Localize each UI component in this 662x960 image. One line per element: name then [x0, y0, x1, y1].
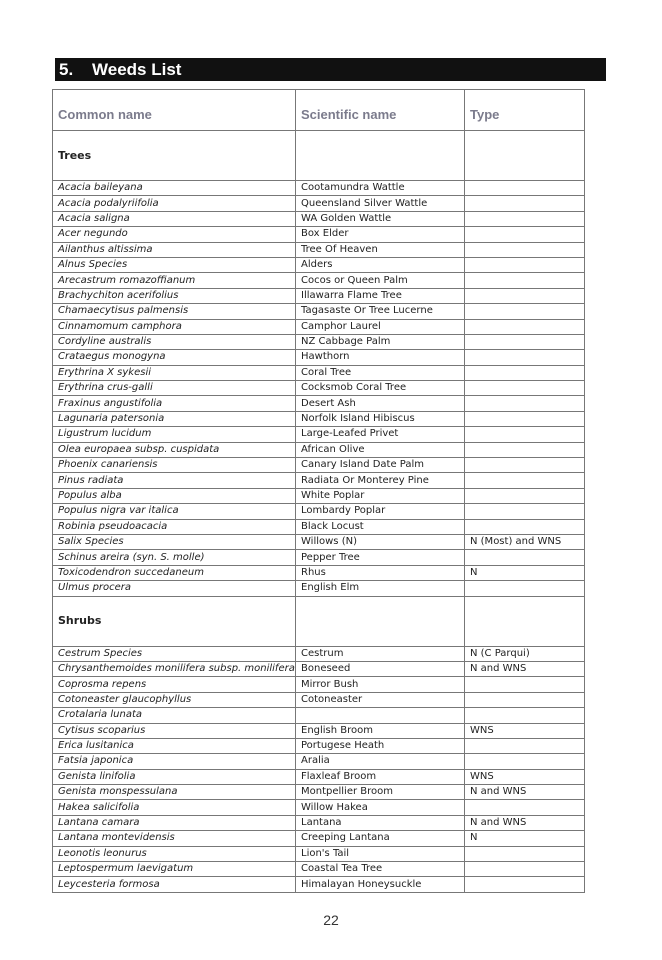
- table-body: [53, 131, 585, 893]
- empty-cell: [296, 131, 465, 181]
- section-number: 5.: [59, 60, 74, 79]
- cell-type: [465, 257, 585, 272]
- cell-type: [465, 288, 585, 303]
- table-row: [53, 785, 585, 800]
- cell-second-name: Coral Tree: [296, 365, 465, 380]
- cell-second-name: Montpellier Broom: [296, 785, 465, 800]
- cell-type: [465, 381, 585, 396]
- cell-type: N and WNS: [465, 785, 585, 800]
- cell-first-name: Crataegus monogyna: [53, 350, 296, 365]
- cell-second-name: Black Locust: [296, 519, 465, 534]
- cell-second-name: Cootamundra Wattle: [296, 181, 465, 196]
- cell-first-name: Salix Species: [53, 534, 296, 549]
- cell-second-name: Tree Of Heaven: [296, 242, 465, 257]
- cell-second-name: Camphor Laurel: [296, 319, 465, 334]
- table-row: [53, 365, 585, 380]
- table-row: [53, 754, 585, 769]
- cell-first-name: Cestrum Species: [53, 646, 296, 661]
- cell-first-name: Cotoneaster glaucophyllus: [53, 692, 296, 707]
- table-row: [53, 815, 585, 830]
- group-heading: Trees: [53, 131, 296, 181]
- cell-type: [465, 304, 585, 319]
- cell-first-name: Schinus areira (syn. S. molle): [53, 550, 296, 565]
- cell-second-name: Canary Island Date Palm: [296, 458, 465, 473]
- cell-first-name: Cordyline australis: [53, 334, 296, 349]
- cell-type: [465, 211, 585, 226]
- cell-first-name: Ailanthus altissima: [53, 242, 296, 257]
- cell-first-name: Phoenix canariensis: [53, 458, 296, 473]
- table-row: [53, 273, 585, 288]
- table-row: [53, 846, 585, 861]
- table-row: [53, 800, 585, 815]
- cell-first-name: Acer negundo: [53, 227, 296, 242]
- table-row: [53, 677, 585, 692]
- cell-type: [465, 846, 585, 861]
- cell-type: [465, 242, 585, 257]
- table-row: [53, 769, 585, 784]
- table-row: [53, 581, 585, 596]
- cell-second-name: Willow Hakea: [296, 800, 465, 815]
- cell-second-name: Himalayan Honeysuckle: [296, 877, 465, 892]
- cell-type: [465, 427, 585, 442]
- cell-first-name: Fraxinus angustifolia: [53, 396, 296, 411]
- table-row: [53, 181, 585, 196]
- cell-type: [465, 181, 585, 196]
- table-row: [53, 381, 585, 396]
- cell-second-name: Queensland Silver Wattle: [296, 196, 465, 211]
- group-heading-row: [53, 596, 585, 646]
- table-row: [53, 288, 585, 303]
- cell-first-name: Chamaecytisus palmensis: [53, 304, 296, 319]
- table-row: [53, 534, 585, 549]
- cell-type: N: [465, 565, 585, 580]
- cell-first-name: Populus alba: [53, 488, 296, 503]
- empty-cell: [465, 131, 585, 181]
- column-header-type: Type: [465, 90, 585, 131]
- table-row: [53, 396, 585, 411]
- table-row: [53, 646, 585, 661]
- column-header-scientific-name: Scientific name: [296, 90, 465, 131]
- cell-second-name: African Olive: [296, 442, 465, 457]
- cell-second-name: Coastal Tea Tree: [296, 862, 465, 877]
- cell-type: N: [465, 831, 585, 846]
- cell-second-name: Creeping Lantana: [296, 831, 465, 846]
- cell-type: [465, 350, 585, 365]
- empty-cell: [296, 596, 465, 646]
- group-heading-row: [53, 131, 585, 181]
- table-row: [53, 473, 585, 488]
- cell-type: [465, 677, 585, 692]
- cell-first-name: Hakea salicifolia: [53, 800, 296, 815]
- cell-type: [465, 473, 585, 488]
- table-row: [53, 304, 585, 319]
- cell-second-name: WA Golden Wattle: [296, 211, 465, 226]
- empty-cell: [465, 596, 585, 646]
- cell-second-name: NZ Cabbage Palm: [296, 334, 465, 349]
- table-row: [53, 877, 585, 892]
- cell-type: WNS: [465, 723, 585, 738]
- cell-second-name: Willows (N): [296, 534, 465, 549]
- cell-second-name: Radiata Or Monterey Pine: [296, 473, 465, 488]
- cell-second-name: Cestrum: [296, 646, 465, 661]
- cell-second-name: Hawthorn: [296, 350, 465, 365]
- cell-first-name: Erythrina X sykesii: [53, 365, 296, 380]
- cell-type: [465, 800, 585, 815]
- table-row: [53, 708, 585, 723]
- cell-second-name: Cocksmob Coral Tree: [296, 381, 465, 396]
- section-title: Weeds List: [92, 60, 182, 79]
- cell-type: [465, 550, 585, 565]
- table-row: [53, 565, 585, 580]
- table-row: [53, 319, 585, 334]
- section-heading: [55, 58, 606, 81]
- table-row: [53, 334, 585, 349]
- cell-second-name: Portugese Heath: [296, 738, 465, 753]
- cell-type: [465, 227, 585, 242]
- table-row: [53, 862, 585, 877]
- cell-first-name: Acacia podalyriifolia: [53, 196, 296, 211]
- table-row: [53, 458, 585, 473]
- cell-first-name: Erythrina crus-galli: [53, 381, 296, 396]
- table-row: [53, 738, 585, 753]
- cell-first-name: Arecastrum romazoffianum: [53, 273, 296, 288]
- table-row: [53, 519, 585, 534]
- group-heading: Shrubs: [53, 596, 296, 646]
- cell-second-name: Lion's Tail: [296, 846, 465, 861]
- cell-type: N and WNS: [465, 815, 585, 830]
- cell-first-name: Alnus Species: [53, 257, 296, 272]
- table-row: [53, 196, 585, 211]
- cell-second-name: Boneseed: [296, 661, 465, 676]
- cell-first-name: Chrysanthemoides monilifera subsp. monilifera: [53, 661, 296, 676]
- cell-second-name: Lantana: [296, 815, 465, 830]
- cell-type: [465, 319, 585, 334]
- cell-first-name: Coprosma repens: [53, 677, 296, 692]
- table-row: [53, 488, 585, 503]
- cell-second-name: Norfolk Island Hibiscus: [296, 411, 465, 426]
- table-row: [53, 723, 585, 738]
- cell-first-name: Genista linifolia: [53, 769, 296, 784]
- cell-first-name: Lantana camara: [53, 815, 296, 830]
- table-row: [53, 692, 585, 707]
- cell-second-name: Cocos or Queen Palm: [296, 273, 465, 288]
- cell-second-name: Alders: [296, 257, 465, 272]
- cell-type: N (Most) and WNS: [465, 534, 585, 549]
- cell-second-name: [296, 708, 465, 723]
- cell-type: [465, 692, 585, 707]
- cell-first-name: Leonotis leonurus: [53, 846, 296, 861]
- cell-type: [465, 738, 585, 753]
- cell-first-name: Cinnamomum camphora: [53, 319, 296, 334]
- cell-first-name: Genista monspessulana: [53, 785, 296, 800]
- table-row: [53, 550, 585, 565]
- cell-first-name: Brachychiton acerifolius: [53, 288, 296, 303]
- cell-first-name: Pinus radiata: [53, 473, 296, 488]
- table-row: [53, 242, 585, 257]
- table-row: [53, 504, 585, 519]
- cell-type: N and WNS: [465, 661, 585, 676]
- cell-second-name: Desert Ash: [296, 396, 465, 411]
- cell-type: [465, 365, 585, 380]
- cell-type: [465, 877, 585, 892]
- cell-first-name: Olea europaea subsp. cuspidata: [53, 442, 296, 457]
- cell-second-name: Pepper Tree: [296, 550, 465, 565]
- cell-second-name: Lombardy Poplar: [296, 504, 465, 519]
- cell-first-name: Leptospermum laevigatum: [53, 862, 296, 877]
- cell-first-name: Robinia pseudoacacia: [53, 519, 296, 534]
- cell-first-name: Lantana montevidensis: [53, 831, 296, 846]
- cell-type: [465, 708, 585, 723]
- cell-second-name: Rhus: [296, 565, 465, 580]
- table-row: [53, 442, 585, 457]
- cell-type: N (C Parqui): [465, 646, 585, 661]
- table-header-row: [53, 90, 585, 131]
- weeds-table: [52, 89, 585, 893]
- cell-first-name: Populus nigra var italica: [53, 504, 296, 519]
- cell-first-name: Toxicodendron succedaneum: [53, 565, 296, 580]
- cell-type: [465, 458, 585, 473]
- table-row: [53, 257, 585, 272]
- table-row: [53, 211, 585, 226]
- cell-first-name: Ulmus procera: [53, 581, 296, 596]
- cell-type: [465, 273, 585, 288]
- cell-second-name: Box Elder: [296, 227, 465, 242]
- cell-second-name: English Broom: [296, 723, 465, 738]
- cell-type: [465, 519, 585, 534]
- cell-first-name: Acacia saligna: [53, 211, 296, 226]
- table-row: [53, 411, 585, 426]
- cell-second-name: Tagasaste Or Tree Lucerne: [296, 304, 465, 319]
- cell-type: [465, 504, 585, 519]
- cell-second-name: White Poplar: [296, 488, 465, 503]
- table-row: [53, 831, 585, 846]
- table-row: [53, 227, 585, 242]
- cell-type: [465, 581, 585, 596]
- cell-first-name: Leycesteria formosa: [53, 877, 296, 892]
- cell-type: [465, 396, 585, 411]
- cell-second-name: Cotoneaster: [296, 692, 465, 707]
- table-row: [53, 661, 585, 676]
- cell-type: [465, 862, 585, 877]
- cell-type: [465, 196, 585, 211]
- cell-second-name: Mirror Bush: [296, 677, 465, 692]
- cell-type: [465, 754, 585, 769]
- cell-second-name: Aralia: [296, 754, 465, 769]
- cell-first-name: Ligustrum lucidum: [53, 427, 296, 442]
- table-row: [53, 350, 585, 365]
- cell-first-name: Acacia baileyana: [53, 181, 296, 196]
- cell-first-name: Cytisus scoparius: [53, 723, 296, 738]
- cell-type: [465, 334, 585, 349]
- cell-type: [465, 442, 585, 457]
- cell-first-name: Fatsia japonica: [53, 754, 296, 769]
- cell-type: [465, 488, 585, 503]
- page-number: 22: [323, 912, 339, 928]
- cell-second-name: English Elm: [296, 581, 465, 596]
- cell-second-name: Illawarra Flame Tree: [296, 288, 465, 303]
- cell-second-name: Flaxleaf Broom: [296, 769, 465, 784]
- table-row: [53, 427, 585, 442]
- cell-first-name: Crotalaria lunata: [53, 708, 296, 723]
- cell-second-name: Large-Leafed Privet: [296, 427, 465, 442]
- cell-type: WNS: [465, 769, 585, 784]
- column-header-common-name: Common name: [53, 90, 296, 131]
- cell-first-name: Lagunaria patersonia: [53, 411, 296, 426]
- cell-type: [465, 411, 585, 426]
- cell-first-name: Erica lusitanica: [53, 738, 296, 753]
